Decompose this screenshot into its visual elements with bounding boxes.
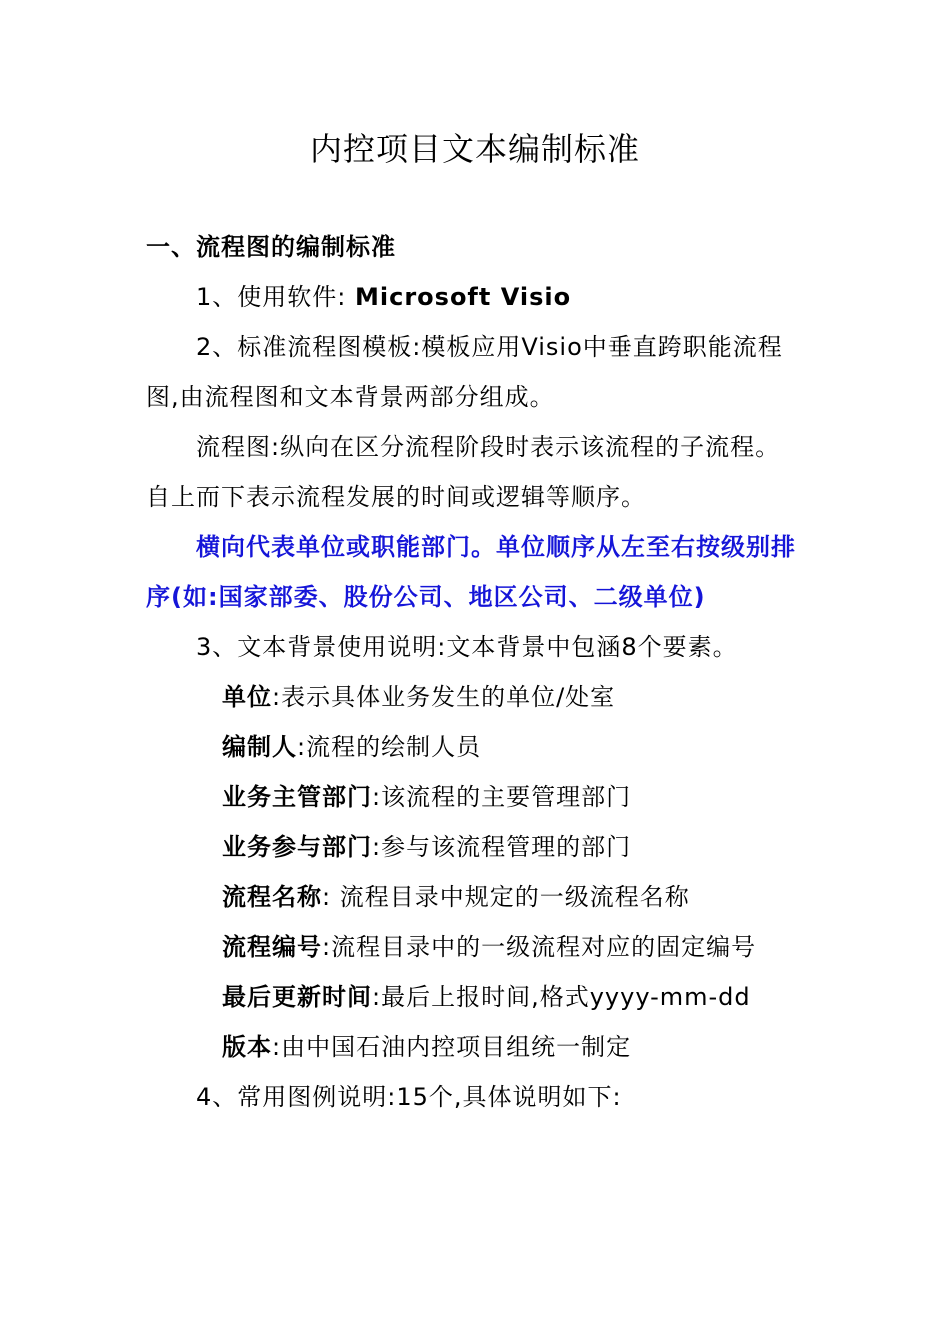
horizontal-desc-line-2: 序(如:国家部委、股份公司、地区公司、二级单位) (146, 583, 706, 611)
element-row (222, 822, 631, 872)
item-1-prefix: 1、使用软件: (196, 283, 347, 311)
document-title: 内控项目文本编制标准 (309, 130, 640, 168)
item-4: 4、常用图例说明:15个,具体说明如下: (196, 1083, 622, 1111)
element-row (222, 872, 690, 922)
element-text: : 流程目录中规定的一级流程名称 (322, 883, 690, 911)
element-text: :参与该流程管理的部门 (372, 833, 632, 861)
element-row (222, 722, 481, 772)
horizontal-desc-line-1: 横向代表单位或职能部门。单位顺序从左至右按级别排 (196, 533, 796, 561)
software-name: Microsoft Visio (355, 283, 572, 311)
element-text: :表示具体业务发生的单位/处室 (272, 683, 616, 711)
element-label: 编制人 (222, 733, 297, 761)
element-row (222, 1022, 631, 1072)
element-row (222, 922, 756, 972)
item-3: 3、文本背景使用说明:文本背景中包涵8个要素。 (196, 633, 738, 661)
element-label: 单位 (222, 683, 272, 711)
section-heading: 一、流程图的编制标准 (146, 233, 396, 261)
element-row (222, 772, 631, 822)
element-row (222, 972, 751, 1022)
item-2-line-1: 2、标准流程图模板:模板应用Visio中垂直跨职能流程 (196, 333, 783, 361)
element-text: :流程的绘制人员 (297, 733, 482, 761)
item-2-line-2: 图,由流程图和文本背景两部分组成。 (146, 383, 555, 411)
flow-desc-line-2: 自上而下表示流程发展的时间或逻辑等顺序。 (146, 483, 646, 511)
element-label: 最后更新时间 (222, 983, 372, 1011)
element-text: :流程目录中的一级流程对应的固定编号 (322, 933, 757, 961)
element-text: :该流程的主要管理部门 (372, 783, 632, 811)
element-label: 流程编号 (222, 933, 322, 961)
element-label: 流程名称 (222, 883, 322, 911)
element-label: 业务主管部门 (222, 783, 372, 811)
element-text: :最后上报时间,格式yyyy-mm-dd (372, 983, 751, 1011)
element-text: :由中国石油内控项目组统一制定 (272, 1033, 632, 1061)
item-1 (196, 272, 571, 322)
element-label: 版本 (222, 1033, 272, 1061)
element-label: 业务参与部门 (222, 833, 372, 861)
flow-desc-line-1: 流程图:纵向在区分流程阶段时表示该流程的子流程。 (196, 433, 781, 461)
element-row (222, 672, 615, 722)
